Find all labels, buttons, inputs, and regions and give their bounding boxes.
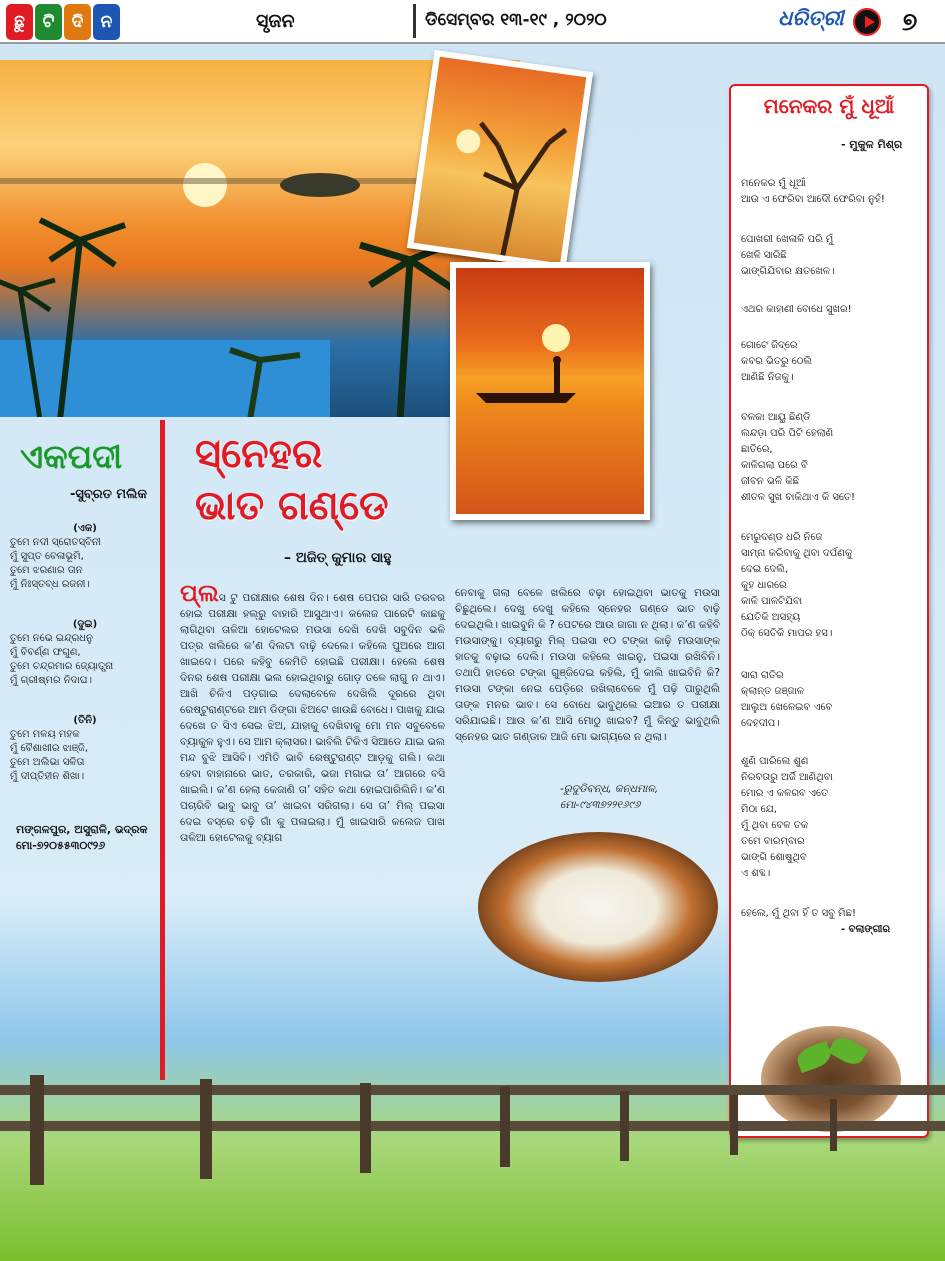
poem-line: ଏଥର କାହାଣୀ ବୋଧେ ସୁଖର!	[741, 304, 852, 315]
logo-letter: ଟି	[35, 4, 62, 40]
poem-line: ତୁମେ ନଭେ ଇନ୍ଦ୍ରଧନୁ	[10, 633, 93, 644]
poem-line: ମୁଁ ନିଃସ୍ତବ୍ଧ ରଜନୀ।	[10, 579, 90, 590]
poem-line: ଗୋଟେ ଜିଦ୍‌ରେ	[741, 340, 798, 351]
poem-line: ତୁମେ ଝରଣାର ତାନ	[10, 565, 83, 576]
left-poem-author: -ସୁବ୍ରତ ମଲିକ	[70, 487, 148, 502]
story-title	[195, 428, 389, 532]
right-poem-title: ମନେକର ମୁଁ ଧୂଆଁ	[763, 94, 895, 118]
poem-line: ବଳକା ଆୟୁ ଛିଣ୍ଡି	[741, 412, 811, 423]
play-icon	[853, 8, 881, 36]
poem-line: ଆଲୁଅ ଖେଳେଇବ ଏବେ	[741, 702, 833, 713]
fence-post	[30, 1075, 44, 1185]
story-signature-place: -ରୁଦୁଡିବନ୍ଧ, କନ୍ଧମାଳ,	[560, 783, 659, 795]
fence-post	[730, 1095, 738, 1155]
poem-line: ହେଲେ, ମୁଁ ଥିବା ହିଁ ତ ସବୁ ମିଛ!	[741, 908, 856, 919]
poem-line: ଭାଙ୍ଗିଯିବାର କ୍ଷତଖେଳ।	[741, 266, 835, 277]
leaf-icon	[794, 1041, 833, 1073]
leaf-icon	[828, 1033, 868, 1069]
poem-line: କାଳି ପାଳଟିଯିବା	[741, 596, 803, 607]
poem-line: ମୁଁ ବୈଶାଖୀର ଝାଞ୍ଜି,	[10, 743, 89, 754]
header-divider	[413, 4, 416, 38]
right-poem-stanza	[741, 906, 926, 922]
poem-line: ଠିକ୍ ସେତିକି ମାପର ହସ।	[741, 628, 833, 639]
story-author: – ଅଜିତ୍ କୁମାର ସାହୁ	[284, 550, 392, 566]
poem-line: ମୁଁ ବିବର୍ଣ୍ଣ ଫଗୁଣ,	[10, 647, 81, 658]
right-poem-stanza	[741, 232, 926, 280]
sun-icon	[455, 128, 482, 155]
poem-line: ଜୀବନ ଭଳି କିଛି	[741, 476, 799, 487]
poet-place: ମଙ୍ଗଳପୁର, ଅସୁରାଳି, ଭଦ୍ରକ	[16, 823, 148, 836]
section-logo	[6, 4, 120, 40]
sun-icon	[542, 324, 570, 352]
fence-post	[830, 1099, 837, 1151]
right-poem-author: - ମୁକୁଳ ମିଶ୍ର	[841, 138, 903, 151]
poem-line: ମୁଁ ସୁପ୍ତ ବେଳାଭୂମି,	[10, 551, 84, 562]
column-divider	[160, 420, 165, 1080]
poem-line: କାଳିଗଲା ପରେ ବି	[741, 460, 808, 471]
poem-line: କ୍ଲାନ୍ତ ଜଞ୍ଜାଳ	[741, 686, 805, 697]
poem-line: ଏ ଶବ୍ଦ।	[741, 868, 771, 879]
poem-line: ନିରବତାରୁ ଅର୍ଜି ଆଣିଥିବା	[741, 772, 833, 783]
left-poem-address	[16, 822, 166, 854]
poem-line: ମେରୁଦଣ୍ଡ ଧରି ନିଜେ	[741, 532, 823, 543]
section-name: ସୃଜନ	[256, 10, 295, 32]
island-icon	[280, 173, 360, 197]
poet-phone: ମୋ-୭୨୦୫୫୩୦୯୨୬	[16, 839, 106, 852]
poem-line: ତମେ ବାରମ୍ବାର	[741, 836, 805, 847]
poem-line: କୁହ ଧାରରେ	[741, 580, 787, 591]
fence-rail	[0, 1085, 945, 1095]
story-signature-phone: ମୋ-୯୪୩୭୨୨୧୬୯୬	[560, 799, 641, 811]
story-dropcap: ପ୍ଲ	[180, 579, 219, 607]
stanza-heading: (ଏକ)	[73, 523, 97, 534]
poem-line: ସାରା ରାତିର	[741, 670, 784, 681]
poem-line: ଆଉ ଏ ଫେରିବା ଆଦୌ ଫେରିବା ନୁହଁ!	[741, 194, 885, 205]
poem-line: କବର ଭିତରୁ ଠେଲି	[741, 356, 813, 367]
boat-sunset-photo	[450, 262, 650, 520]
right-poem-stanza	[741, 410, 926, 506]
poem-line: ମୁଁ ଥିବା ବେଳ ତକ	[741, 820, 809, 831]
poem-line: ତୁମେ ନଦୀ ସ୍ରୋତସ୍ବିନୀ	[10, 537, 101, 548]
poem-line: ଖେଳି ସାରିଛି	[741, 250, 787, 261]
boat-illustration	[456, 268, 644, 514]
poem-line: ଶୀତଳ ସୁଖ ବାକିଥାଏ କି ସତେ!	[741, 492, 856, 503]
poem-line: ଲନ୍ଦଡ଼ା ପରି ପିଟି ହେଲାଣି	[741, 428, 834, 439]
stanza-heading: (ତିନି)	[73, 715, 97, 726]
left-poem-stanza	[10, 714, 160, 784]
poem-line: ମୋର ଏ କଳରବ ଏତେ	[741, 788, 829, 799]
fence-post	[360, 1083, 371, 1173]
poem-line: ମୁଁ ଦୀପ୍ତିହୀନ ଶିଖା।	[10, 771, 85, 782]
stanza-heading: (ଦୁଇ)	[72, 619, 98, 630]
wooden-fence-illustration	[0, 1075, 945, 1185]
page-header	[0, 0, 945, 44]
poem-line: ଦେହଦୀପ।	[741, 718, 780, 729]
tree-illustration	[414, 57, 587, 264]
right-poem-box	[729, 84, 929, 1138]
right-poem-stanza	[741, 754, 926, 882]
logo-letter: ଛୁ	[6, 4, 33, 40]
poem-line: ସାମ୍ନା କରିବାକୁ ଥିବା ଦର୍ପଣକୁ	[741, 548, 853, 559]
logo-letter: ନ	[93, 4, 120, 40]
fence-post	[620, 1091, 629, 1161]
right-poem-stanza	[741, 530, 926, 642]
rice-thali-photo	[478, 832, 718, 982]
poem-line: ତୁମେ ଅଲିଭା ସଳିତା	[10, 757, 85, 768]
poem-line: ମୁଁ ଗ୍ରୀଷ୍ମର ନିଦାଘ।	[10, 675, 93, 686]
poem-line: ଆଣିଛି ନିଜକୁ।	[741, 372, 794, 383]
right-poem-place: - ବଲାଙ୍ଗୀର	[841, 924, 891, 935]
left-poem-title: ଏକପଦୀ	[20, 437, 123, 476]
story-column-2	[455, 585, 720, 745]
newspaper-brand: ଧରିତ୍ରୀ	[778, 6, 844, 30]
poem-line: ଭାଙ୍ଗି ଶୋଷୁଥିବ	[741, 852, 807, 863]
logo-letter: ଦି	[64, 4, 91, 40]
fence-rail	[0, 1121, 945, 1131]
fisherman-icon	[554, 363, 560, 393]
right-poem-stanza	[741, 338, 926, 386]
story-title-line: ସ୍ନେହର	[195, 431, 323, 477]
poem-line: ଯେତିକି ଅସହ୍ୟ	[741, 612, 801, 623]
poem-line: ଶୁଣି ପାରିଲେ ଶୁଣ	[741, 756, 809, 767]
poem-line: ତୁମେ ଚନ୍ଦ୍ରମାର ଜ୍ୟୋତ୍ସ୍ନା	[10, 661, 114, 672]
poem-line: ଦେଇ ଦେଲି,	[741, 564, 789, 575]
poem-line: ତୁମେ ମଳୟ ମହକ	[10, 729, 80, 740]
pool	[0, 340, 330, 417]
sun-icon	[183, 163, 227, 207]
page-number: ୭	[902, 7, 918, 36]
boat-icon	[476, 393, 576, 403]
palm-tree-icon	[360, 240, 460, 417]
right-poem-stanza	[741, 668, 926, 732]
left-poem-stanza	[10, 618, 160, 688]
poem-line: ପୋଖରୀ ଖେଳାଳି ପରି ମୁଁ	[741, 234, 834, 245]
fisherman-head-icon	[553, 356, 561, 364]
fence-post	[200, 1079, 212, 1179]
right-poem-stanza	[741, 302, 926, 318]
right-poem-stanza	[741, 176, 926, 208]
left-poem-stanza	[10, 522, 160, 592]
poem-line: ମିଠା ଯେ,	[741, 804, 777, 815]
poem-line: ମନେକର ମୁଁ ଧୂଆଁ	[741, 178, 806, 189]
story-title-line: ଭାତ ଗଣ୍ଡେ	[195, 483, 389, 529]
fence-post	[500, 1087, 510, 1167]
tree-sunset-photo	[407, 50, 593, 270]
poem-line: ଛାତିରେ,	[741, 444, 773, 455]
issue-date: ଡିସେମ୍ବର ୧୩-୧୯ , ୨୦୨୦	[425, 10, 607, 30]
story-text: ନେବାକୁ ଗଲା ବେଳେ ଖଲିରେ ବଢ଼ା ହୋଇଥିବା ଭାତକୁ ମଉସା ଚିଛୁଥିଲେ। ଦେଖୁ ଦେଖୁ କହିଲେ ସ୍ନେହର ଗଣ୍ଡେ ଭାତ ବାଢ଼ି ଦେଇଥିଲି। ଖାଇବୁନି କି ? ପେଟରେ ଆଉ ଜାଗା ନ ଥିଲା। କ’ଣ କହିବି ମଉସାଙ୍କୁ। ବ୍ୟାଗରୁ ମିଲ୍ ପଇସା ୧୦ ଟଙ୍କା କାଢ଼ି ମଉସାଙ୍କ ହାତକୁ ବଢ଼ାଇ ଦେଲି। ମଉସା କହିଲେ ଖାଇନୁ, ପଇସା ରଖିବିନି। ତଥାପି ହାତରେ ଟଙ୍କା ଗୁଞ୍ଜିଦେଇ କହିଲି, ମୁଁ କାଲି ଖାଇବିନି କି? ମଉସା ଟଙ୍କା ନେଇ ପେଡ଼ିରେ ରଖିଲାବେଳେ ମୁଁ ପଢ଼ି ପାରୁଥିଲି ତାଙ୍କ ମନର ଭାବ। ସେ ବୋଧେ ଭାବୁଥିଲେ ଇଆର ତ ପରୀକ୍ଷା ସରିଯାଇଛି। ଆଉ କ’ଣ ଆସି ମୋଠୁ ଖାଇବ? ମୁଁ କିନ୍ତୁ ଭାବୁଥିଲି ସ୍ନେହର ଭାତ ଗଣ୍ଡାକ ଆଜି ମୋ ଭାଗ୍ୟରେ ନ ଥିଲା।	[455, 587, 720, 743]
story-text: ସ ଟୁ ପରୀକ୍ଷାର ଶେଷ ଦିନ। ଶେଷ ପେପର ସାରି ତରବର ହୋଇ ପରୀକ୍ଷା ହଲ୍‌ରୁ ବାହାରି ଆସୁଥାଏ। କଲେଜ ପାରେଟି କାଛକୁ ଲାଗିଥିବା ତାଳିଆ ହୋଟେଲର ମଉସା ଦେଖି ଦେଖି ସବୁଦିନ ଭଳି ପତ୍ର ଖଲିରେ କ’ଣ ଦିଲଟା ବାଢ଼ି ଦେଲେ। କହିଲେ ପୁଅରେ ଆଗ ଖାଇଦେ। ପରେ କହିବୁ କେମିତି ହୋଇଛି ପରୀକ୍ଷା। ହେଲେ ଶେଷ ଦିନର ଶେଷ ପରୀକ୍ଷା ଭଲ ହୋଇଥିବାରୁ ଗୋଡ଼ ତଳେ ଲାଗୁ ନ ଥାଏ। ଆଖି ଚିଳିଏ ପଡ଼ଗାଇ ଦେଲାବେଳେ ଦେଖିଲି ଦୂରରେ ଥିବା ରେଷ୍ଟୁରାଣ୍ଟରେ ଆମ ଡିଙ୍ଗା ଝିଅଟେ ଖାଉଛି ବୋଧେ। ପାଖକୁ ଯାଇ ଦେଖେ ତ ସିଏ ସେଇ ଝିଅ, ଯାହାକୁ ଦେଖିବାକୁ ମୋ ମନ ସବୁବେଳେ ବ୍ୟାକୁଳ ହୁଏ। ସେ ଆମ କ୍ଲାସର। ଭାବିଲି ଟିକିଏ ସିଆଡେ ଯାଇ ଭଲ ମନ୍ଦ ବୁଝି ଆସିବି। ଏମିତି ଭାବି ରେଷ୍ଟୁରାଣ୍ଟ ଆଡ଼କୁ ଗଲି। କଥା ହେବା ବାହାନାରେ ଭାତ, ତରକାରି, ଭଜା ମଗାଇ ତା’ ଆଗରେ ବସି ଖାଇଲି। କ’ଣ ହେଲା କେଜାଣି ତା’ ସହିତ କଥା ହୋଇପାରିଲିନି। କ’ଣ ପଚାରିବି ଭାବୁ ଭାବୁ ତା’ ଖାଇବା ସରିଗଲା। ସେ ତା’ ମିଲ୍ ପଇସା ଦେଇ ବସ୍‌ରେ ଚଢ଼ି ଗାଁ କୁ ପଳାଇଲା। ମୁଁ ଖାଇସାରି କଲେଜ ପାଖ ତାଳିଆ ହୋଟେଲକୁ ବ୍ୟାଗ	[180, 592, 445, 844]
story-column-1	[180, 579, 445, 846]
